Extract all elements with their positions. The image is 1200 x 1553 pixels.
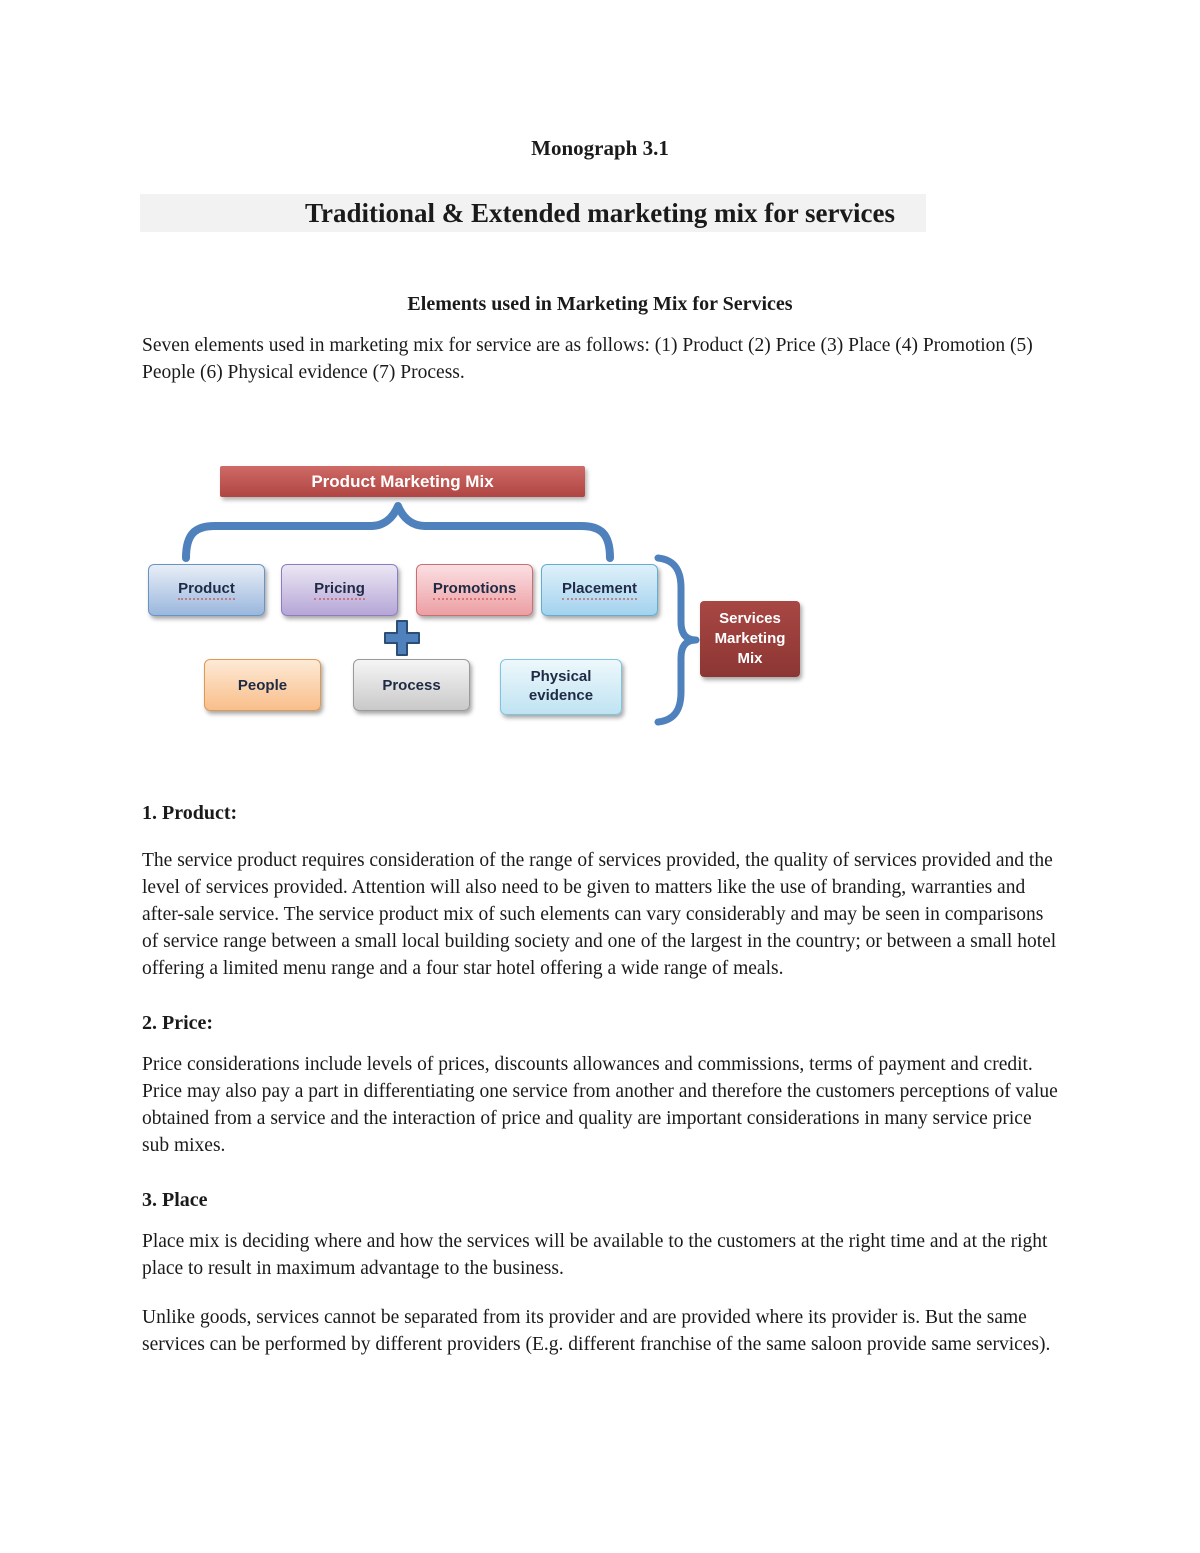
diagram-box-physical-evidence-label: Physical evidence — [528, 668, 594, 704]
diagram-box-product-label: Product — [178, 580, 235, 600]
right-curly-brace-icon — [652, 554, 700, 726]
section-place-paragraph-2: Unlike goods, services cannot be separated from its provider and are provided where its provider is. But the same services can be performed by different providers (E.g. different franchise of the same saloon provide same services). — [142, 1307, 1051, 1355]
diagram-box-process — [353, 659, 470, 711]
section-price-paragraph: Price considerations include levels of prices, discounts allowances and commissions, terms of payment and credit. Price may also pay a part in differentiating one service from another and therefore the customers perceptions of value obtained from a service and the interaction of price and quality are important considerations in many service price sub mixes. — [142, 1054, 1058, 1156]
plus-icon — [384, 620, 420, 656]
main-heading: Traditional & Extended marketing mix for services — [305, 198, 895, 228]
diagram-box-process-label: Process — [382, 676, 441, 694]
diagram-box-promotions-label: Promotions — [433, 580, 516, 600]
top-curly-brace-icon — [178, 500, 622, 564]
marketing-mix-diagram — [0, 456, 1200, 756]
section-heading-price: 2. Price: — [142, 1012, 214, 1034]
diagram-box-placement-label: Placement — [562, 580, 637, 600]
section-product-paragraph: The service product requires consideration of the range of services provided, the quality of services provided and the level of services provided. Attention will also need to be given to matters like the use of branding, warranties and after-sale service. The service product mix of such elements can vary considerably and may be seen in comparisons of service range between a small local building society and one of the largest in the country; or between a small hotel offering a limited menu range and a four star hotel offering a wide range of meals. — [142, 850, 1057, 979]
section-heading-place: 3. Place — [142, 1189, 208, 1211]
diagram-box-promotions — [416, 564, 533, 616]
diagram-box-physical-evidence — [500, 659, 622, 715]
diagram-box-people-label: People — [237, 676, 288, 694]
diagram-box-pricing — [281, 564, 398, 616]
product-marketing-mix-banner: Product Marketing Mix — [220, 466, 585, 497]
main-heading-section — [0, 193, 1200, 233]
section-place-paragraph-1: Place mix is deciding where and how the services will be available to the customers at the right time and at the right place to result in maximum advantage to the business. — [142, 1231, 1048, 1279]
intro-paragraph: Seven elements used in marketing mix for service are as follows: (1) Product (2) Price (3) Place (4) Promotion (5) People (6) Physical evidence (7) Process. — [142, 335, 1033, 383]
diagram-box-people — [204, 659, 321, 711]
section-heading-product: 1. Product: — [142, 802, 238, 824]
diagram-box-product — [148, 564, 265, 616]
diagram-box-placement — [541, 564, 658, 616]
services-marketing-mix-box: Services Marketing Mix — [700, 601, 800, 677]
monograph-title: Monograph 3.1 — [531, 136, 669, 160]
subheading: Elements used in Marketing Mix for Services — [407, 293, 793, 315]
diagram-box-pricing-label: Pricing — [314, 580, 365, 600]
